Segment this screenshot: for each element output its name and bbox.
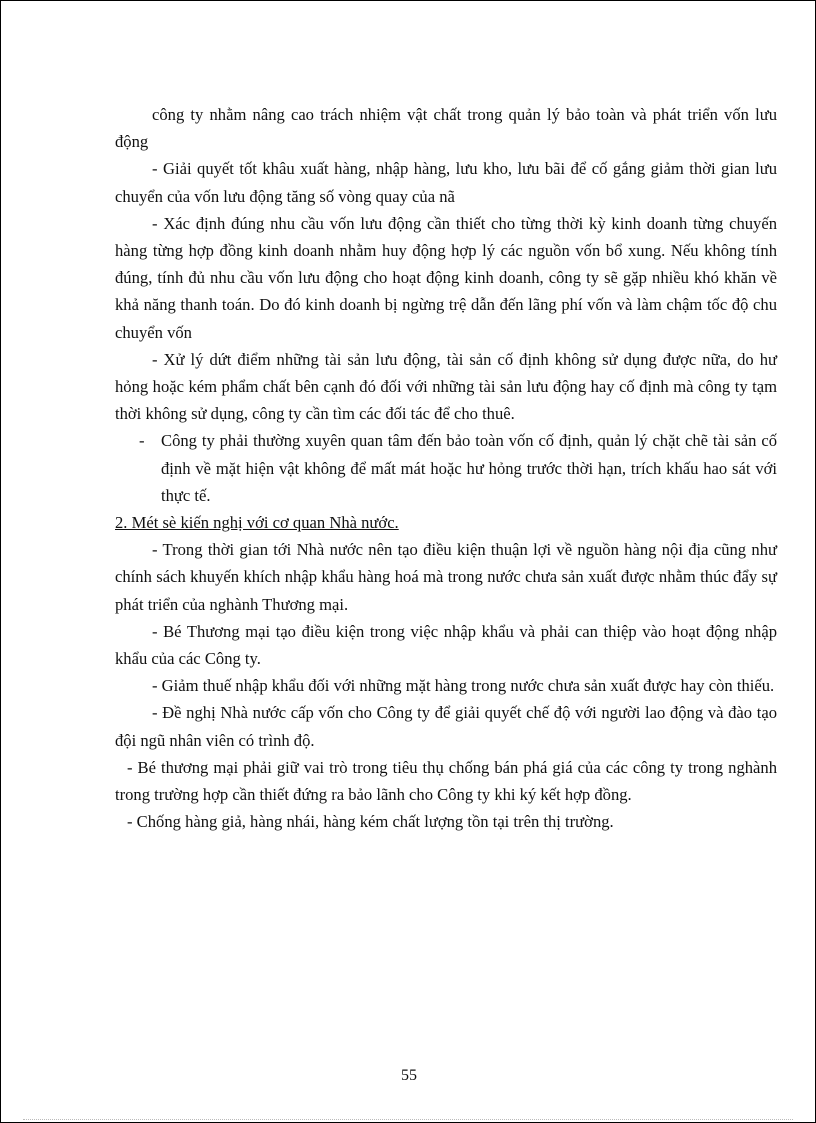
paragraph-3: - Xác định đúng nhu cầu vốn lưu động cần thiết cho từng thời kỳ kinh doanh từng chuyến hàng từng hợp đồng kinh doanh nhằm huy động hợp lý các nguồn vốn bổ xung. Nếu không tính đúng, tính đủ nhu cầu vốn lưu động cho hoạt động kinh doanh, công ty sẽ gặp nhiều khó khăn về khả năng thanh toán. Do đó kinh doanh bị ngừng trệ dẫn đến lãng phí vốn và làm chậm tốc độ chu chuyển vốn <box>115 213 777 342</box>
paragraph-11: - Chống hàng giả, hàng nhái, hàng kém chất lượng tồn tại trên thị trường. <box>127 812 614 832</box>
footer-divider <box>23 1119 793 1120</box>
paragraph-1: công ty nhằm nâng cao trách nhiệm vật chất trong quản lý bảo toàn và phát triển vốn lưu động <box>115 105 777 152</box>
paragraph-10: - Bé thương mại phải giữ vai trò trong tiêu thụ chống bán phá giá của các công ty trong nghành trong trường hợp cần thiết đứng ra bảo lãnh cho Công ty khi ký kết hợp đồng. <box>115 757 777 805</box>
section-heading: 2. Mét sè kiến nghị với cơ quan Nhà nước. <box>115 513 399 533</box>
page-body <box>115 101 777 835</box>
paragraph-4: - Xử lý dứt điểm những tài sản lưu động, tài sản cố định không sử dụng được nữa, do hư hỏng hoặc kém phẩm chất bên cạnh đó đối với những tài sản lưu động hay cố định mà công ty tạm thời không sử dụng, công ty cần tìm các đối tác để cho thuê. <box>115 349 777 424</box>
bullet-item-1 <box>115 427 777 509</box>
paragraph-2: - Giải quyết tốt khâu xuất hàng, nhập hàng, lưu kho, lưu bãi để cố gắng giảm thời gian lưu chuyển của vốn lưu động tăng số vòng quay của nã <box>115 159 777 206</box>
paragraph-7: - Bé Thương mại tạo điều kiện trong việc nhập khẩu và phải can thiệp vào hoạt động nhập khẩu của các Công ty. <box>115 621 777 669</box>
page-number: 55 <box>401 1067 417 1084</box>
paragraph-9: - Đề nghị Nhà nước cấp vốn cho Công ty để giải quyết chế độ với người lao động và đào tạo đội ngũ nhân viên có trình độ. <box>115 703 777 750</box>
paragraph-8: - Giảm thuế nhập khẩu đối với những mặt hàng trong nước chưa sản xuất được hay còn thiếu. <box>152 676 775 696</box>
paragraph-6: - Trong thời gian tới Nhà nước nên tạo điều kiện thuận lợi về nguồn hàng nội địa cũng như chính sách khuyến khích nhập khẩu hàng hoá mà trong nước chưa sản xuất được nhằm thúc đẩy sự phát triển của nghành Thương mại. <box>115 540 777 614</box>
bullet-dash: - <box>139 431 145 451</box>
bullet-text: Công ty phải thường xuyên quan tâm đến bảo toàn vốn cố định, quản lý chặt chẽ tài sản cố định về mặt hiện vật không để mất mát hoặc hư hỏng trước thời hạn, trích khấu hao sát với thực tế. <box>161 431 777 505</box>
